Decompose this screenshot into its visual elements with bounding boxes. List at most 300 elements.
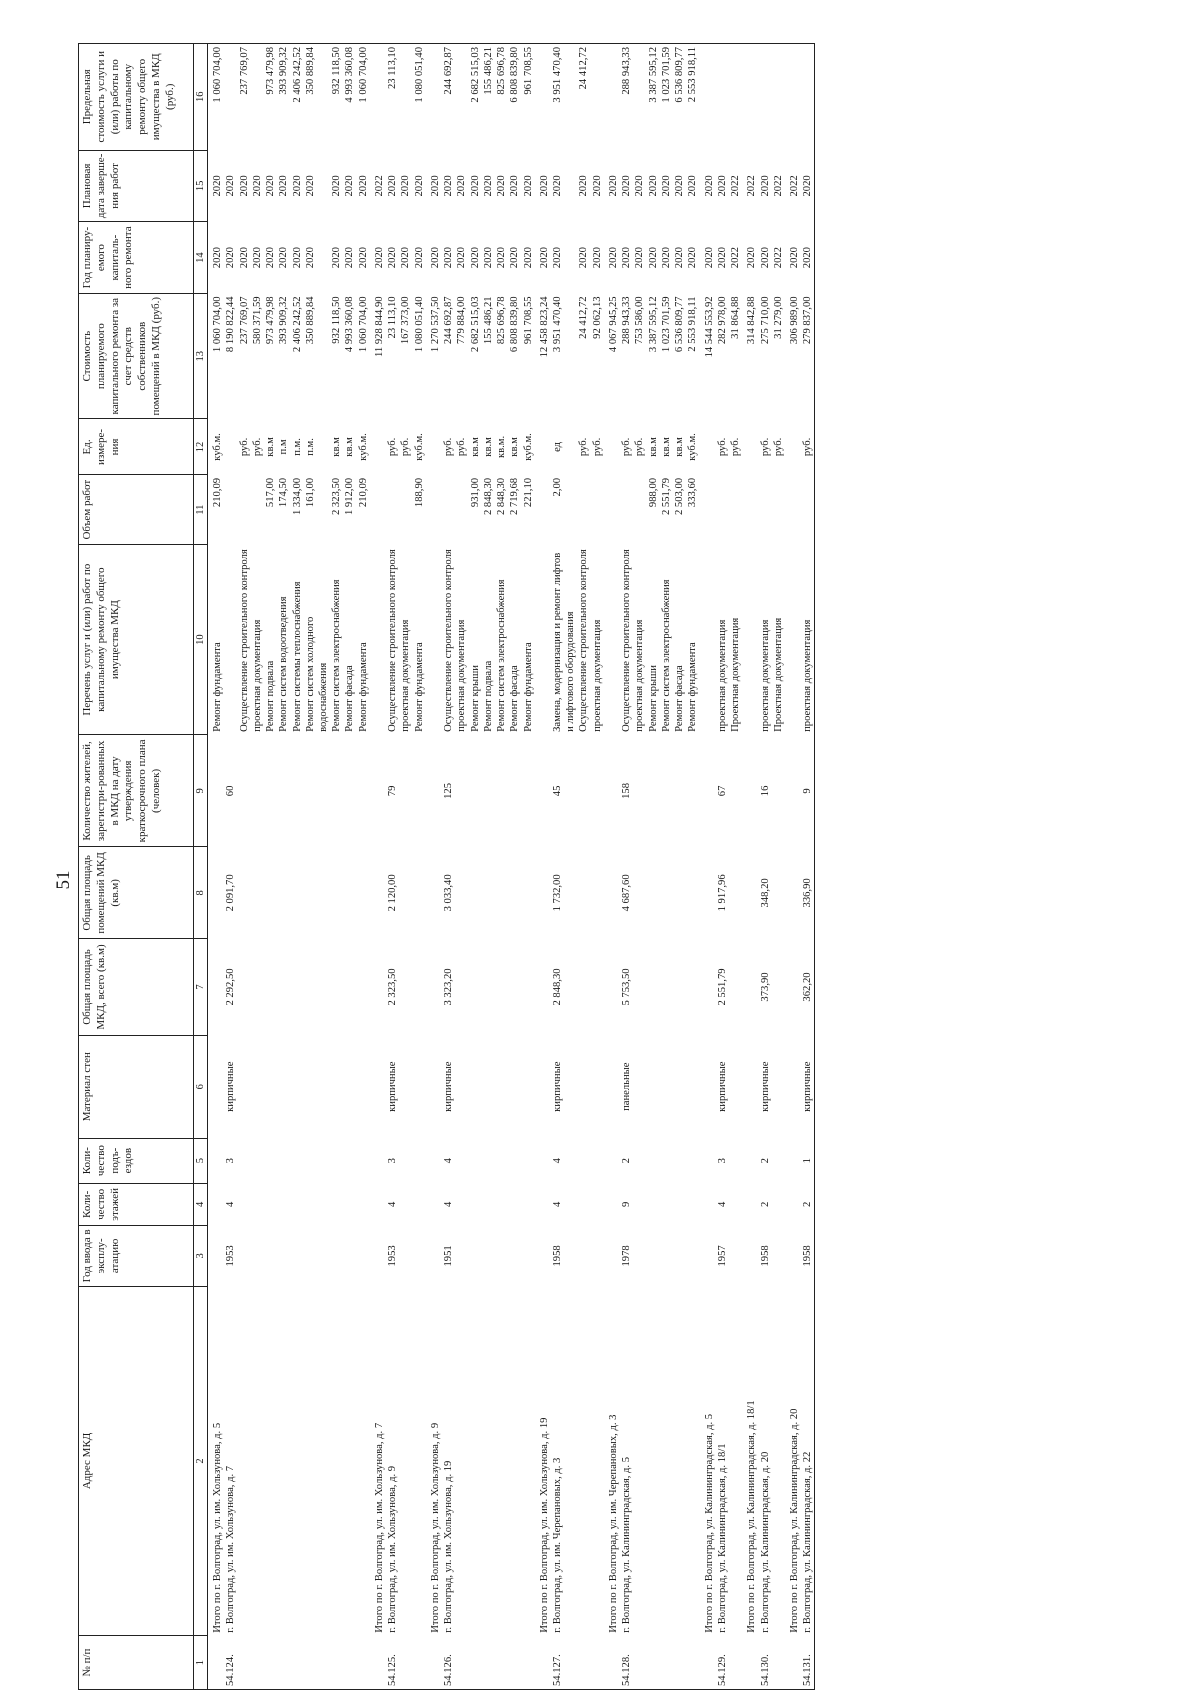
- table-cell: [508, 1286, 521, 1636]
- table-cell: [604, 1138, 620, 1183]
- table-cell: 1 917,96: [716, 874, 728, 912]
- table-cell: [291, 1138, 304, 1183]
- table-cell: 973 479,98: [265, 296, 277, 345]
- table-cell: [772, 475, 785, 544]
- column-number: 2: [194, 1286, 208, 1636]
- table-cell: [455, 1636, 468, 1690]
- table-cell: [455, 1138, 468, 1183]
- table-cell: 2020: [304, 247, 316, 269]
- table-cell: [343, 1035, 356, 1138]
- table-cell: 2020: [238, 247, 250, 269]
- table-cell: [522, 1183, 535, 1226]
- table-cell: 2 848,30: [482, 477, 494, 516]
- column-header: Год планиру-емого капиталь-ного ремонта: [79, 222, 194, 294]
- table-cell: 24 412,72: [578, 296, 590, 339]
- table-cell: [633, 939, 646, 1035]
- table-cell: [399, 475, 412, 544]
- table-cell: [370, 475, 386, 544]
- table-cell: Ремонт фундамента: [522, 642, 534, 732]
- table-cell: [591, 44, 604, 151]
- table-cell: [742, 544, 758, 734]
- table-cell: [330, 1183, 343, 1226]
- table-cell: 2022: [788, 175, 800, 197]
- table-cell: руб.: [772, 437, 784, 457]
- table-cell: [343, 939, 356, 1035]
- table-cell: [343, 1226, 356, 1287]
- table-cell: 161,00: [304, 477, 316, 508]
- table-cell: [208, 939, 225, 1035]
- table-cell: [742, 847, 758, 939]
- table-cell: 6 808 839,80: [509, 296, 521, 353]
- column-number: 1: [194, 1636, 208, 1690]
- table-cell: 3 323,20: [443, 968, 455, 1006]
- table-cell: [647, 1138, 660, 1183]
- table-cell: 2020: [801, 150, 815, 222]
- table-cell: 2022: [730, 175, 742, 197]
- table-cell: 54.127.: [551, 1636, 577, 1690]
- table-cell: [370, 419, 386, 475]
- table-cell: [343, 1286, 356, 1636]
- table-cell: [251, 1226, 264, 1287]
- table-cell: 2020: [344, 175, 356, 197]
- table-cell: 348,20: [759, 878, 771, 908]
- table-cell: [238, 1138, 251, 1183]
- table-cell: [277, 735, 290, 847]
- table-cell: [330, 1636, 343, 1690]
- table-cell: [673, 1636, 686, 1690]
- table-cell: [700, 847, 716, 939]
- table-cell: [577, 735, 590, 847]
- table-cell: [304, 1636, 330, 1690]
- table-cell: [426, 1138, 442, 1183]
- table-cell: 2020: [212, 247, 224, 269]
- table-cell: 2020: [331, 247, 343, 269]
- table-cell: Замена, модернизация и ремонт лифтов и лифтового оборудования: [551, 552, 577, 732]
- table-cell: г. Волгоград, ул. Калининградская, д. 5: [621, 1456, 633, 1633]
- table-cell: проектная документация: [759, 619, 771, 732]
- table-cell: проектная документация: [801, 544, 815, 734]
- table-cell: 2 503,00: [674, 477, 686, 516]
- table-cell: [264, 1226, 277, 1287]
- table-cell: [304, 847, 330, 939]
- table-cell: [399, 44, 412, 151]
- table-cell: [399, 1183, 412, 1226]
- table-cell: 4 993 360,08: [343, 44, 356, 151]
- table-cell: 2020: [591, 247, 603, 269]
- table-cell: [469, 1636, 482, 1690]
- table-cell: [251, 475, 264, 544]
- column-header: Общая площадь помещений МКД (кв.м): [79, 847, 194, 939]
- table-cell: руб.: [387, 437, 399, 457]
- table-cell: [535, 847, 551, 939]
- table-cell: 2020: [251, 175, 263, 197]
- table-cell: [729, 475, 742, 544]
- table-cell: [729, 44, 742, 151]
- table-cell: 11 928 844,90: [373, 296, 385, 357]
- table-cell: 4: [716, 1201, 728, 1207]
- table-cell: [370, 847, 386, 939]
- table-cell: [277, 1035, 290, 1138]
- table-cell: [426, 419, 442, 475]
- table-cell: Осуществление строительного контроля: [578, 549, 590, 732]
- table-cell: 2020: [578, 175, 590, 197]
- column-number: 11: [194, 475, 208, 544]
- table-cell: [277, 1636, 290, 1690]
- column-header: Объем работ: [79, 475, 194, 544]
- table-cell: 9: [621, 1201, 633, 1207]
- table-cell: 2 120,00: [387, 874, 399, 912]
- table-cell: [357, 847, 370, 939]
- table-cell: [291, 735, 304, 847]
- table-cell: руб.: [400, 437, 412, 457]
- table-cell: 2020: [759, 175, 771, 197]
- table-cell: [455, 1183, 468, 1226]
- table-cell: 2020: [788, 247, 800, 269]
- table-cell: [508, 1226, 521, 1287]
- total-row: [700, 44, 716, 1690]
- table-cell: 3 387 595,12: [647, 44, 660, 151]
- table-cell: [264, 1636, 277, 1690]
- table-cell: 125: [443, 782, 455, 799]
- table-cell: [304, 1138, 330, 1183]
- table-cell: [508, 1138, 521, 1183]
- table-cell: 244 692,87: [443, 296, 455, 345]
- table-cell: [508, 847, 521, 939]
- table-cell: [700, 419, 716, 475]
- table-cell: [469, 847, 482, 939]
- table-cell: [238, 847, 251, 939]
- table-cell: 2020: [621, 247, 633, 269]
- table-cell: [660, 1183, 673, 1226]
- table-cell: 2 719,68: [509, 477, 521, 516]
- table-cell: [264, 735, 277, 847]
- table-cell: [673, 735, 686, 847]
- column-number: 4: [194, 1183, 208, 1226]
- table-cell: [673, 939, 686, 1035]
- table-cell: 54.125.: [386, 1636, 399, 1690]
- table-cell: [264, 1138, 277, 1183]
- table-cell: [604, 1636, 620, 1690]
- table-cell: 1 060 704,00: [208, 44, 225, 151]
- table-cell: руб.: [759, 437, 771, 457]
- table-cell: [357, 1183, 370, 1226]
- table-cell: 973 479,98: [264, 44, 277, 151]
- table-cell: 1: [801, 1138, 815, 1183]
- table-cell: 167 373,00: [400, 296, 412, 345]
- table-cell: 580 371,59: [251, 296, 263, 345]
- table-cell: [399, 1636, 412, 1690]
- column-header: Общая площадь МКД, всего (кв.м): [79, 939, 194, 1035]
- table-cell: [495, 847, 508, 939]
- table-cell: [577, 475, 590, 544]
- table-cell: 2020: [591, 175, 603, 197]
- table-cell: [660, 735, 673, 847]
- table-cell: [208, 1035, 225, 1138]
- table-cell: [208, 1636, 225, 1690]
- table-cell: 1 270 537,50: [429, 296, 441, 353]
- table-cell: [700, 475, 716, 544]
- table-cell: [700, 1035, 716, 1138]
- table-cell: [729, 847, 742, 939]
- table-cell: [785, 544, 801, 734]
- table-cell: кв.м: [660, 437, 672, 457]
- table-cell: 2020: [400, 247, 412, 269]
- table-row: [399, 44, 412, 1690]
- table-cell: [633, 1286, 646, 1636]
- table-cell: [208, 735, 225, 847]
- table-cell: руб.: [621, 437, 633, 457]
- column-number: 12: [194, 419, 208, 475]
- table-cell: 1 732,00: [551, 874, 563, 912]
- column-header: Ед. измере-ния: [79, 419, 194, 475]
- column-number: 10: [194, 544, 208, 734]
- table-cell: 2020: [456, 247, 468, 269]
- table-cell: [700, 735, 716, 847]
- table-cell: 6 536 809,77: [674, 296, 686, 353]
- table-cell: 2020: [522, 247, 534, 269]
- table-cell: г. Волгоград, ул. Калининградская, д. 20: [759, 1451, 771, 1633]
- total-row: [742, 44, 758, 1690]
- table-cell: [801, 44, 815, 151]
- table-cell: куб.м.: [357, 433, 369, 461]
- table-cell: 210,09: [357, 477, 369, 508]
- table-cell: [686, 1286, 699, 1636]
- table-cell: [399, 735, 412, 847]
- table-cell: [426, 544, 442, 734]
- table-cell: [426, 1183, 442, 1226]
- table-cell: [357, 1286, 370, 1636]
- column-header: Адрес МКД: [79, 1286, 194, 1636]
- table-row: [469, 44, 482, 1690]
- table-cell: кирпичные: [716, 1061, 728, 1112]
- table-cell: 4: [443, 1158, 455, 1164]
- table-cell: [700, 544, 716, 734]
- table-cell: 373,90: [759, 972, 771, 1002]
- table-cell: [304, 735, 330, 847]
- table-cell: [482, 735, 495, 847]
- table-cell: 2 682 515,03: [469, 296, 481, 353]
- table-cell: [224, 475, 237, 544]
- table-cell: 932 118,50: [330, 44, 343, 151]
- table-cell: 92 062,13: [591, 296, 603, 339]
- table-cell: кирпичные: [225, 1061, 237, 1112]
- table-cell: [482, 939, 495, 1035]
- column-number: 16: [194, 44, 208, 151]
- table-cell: [742, 1183, 758, 1226]
- table-cell: 54.124.: [224, 1636, 237, 1690]
- table-cell: [604, 544, 620, 734]
- table-cell: [700, 1138, 716, 1183]
- table-cell: [238, 475, 251, 544]
- table-cell: [370, 735, 386, 847]
- table-cell: [759, 475, 772, 544]
- repair-plan-table: [78, 43, 815, 1690]
- table-cell: кв.м: [331, 437, 343, 457]
- table-cell: 79: [387, 785, 399, 797]
- table-cell: [370, 544, 386, 734]
- table-cell: 825 696,78: [496, 296, 508, 345]
- table-cell: 221,10: [522, 477, 534, 508]
- table-cell: 2 551,79: [660, 477, 672, 516]
- table-row: [482, 44, 495, 1690]
- table-cell: г. Волгоград, ул. им. Хользунова, д. 9: [387, 1465, 399, 1633]
- table-cell: 174,50: [278, 477, 290, 508]
- table-cell: 210,09: [212, 477, 224, 508]
- table-cell: 2020: [759, 247, 771, 269]
- table-cell: [700, 1636, 716, 1690]
- table-cell: 314 842,88: [746, 296, 758, 345]
- column-number: 9: [194, 735, 208, 847]
- table-cell: [633, 1035, 646, 1138]
- table-cell: 1 080 051,40: [413, 296, 425, 353]
- table-cell: [535, 939, 551, 1035]
- table-cell: Ремонт фундамента: [357, 642, 369, 732]
- table-cell: [251, 1138, 264, 1183]
- table-cell: 2020: [660, 247, 672, 269]
- table-cell: [469, 1035, 482, 1138]
- table-cell: [469, 939, 482, 1035]
- table-cell: 2020: [265, 175, 277, 197]
- table-cell: [238, 735, 251, 847]
- table-cell: [399, 939, 412, 1035]
- table-cell: [577, 1636, 590, 1690]
- table-cell: [785, 475, 801, 544]
- table-cell: 2020: [357, 247, 369, 269]
- table-cell: [742, 419, 758, 475]
- table-cell: [455, 847, 468, 939]
- table-cell: [801, 475, 815, 544]
- table-cell: 2020: [496, 175, 508, 197]
- table-cell: [729, 1636, 742, 1690]
- table-cell: куб.м.: [212, 433, 224, 461]
- table-row: [508, 44, 521, 1690]
- table-cell: [604, 475, 620, 544]
- table-cell: 2020: [634, 247, 646, 269]
- table-cell: 2020: [238, 175, 250, 197]
- table-cell: [673, 1226, 686, 1287]
- table-cell: 67: [716, 785, 728, 797]
- table-cell: 2 553 918,11: [687, 296, 699, 352]
- table-cell: [482, 1636, 495, 1690]
- table-cell: [633, 1138, 646, 1183]
- table-cell: [251, 1035, 264, 1138]
- table-cell: [785, 1035, 801, 1138]
- table-cell: 2 848,30: [551, 968, 563, 1006]
- table-cell: [455, 1035, 468, 1138]
- table-cell: [535, 475, 551, 544]
- table-cell: [330, 1226, 343, 1287]
- table-cell: [455, 1286, 468, 1636]
- table-cell: [686, 735, 699, 847]
- table-cell: 275 710,00: [759, 296, 771, 345]
- table-cell: [686, 1226, 699, 1287]
- table-cell: [633, 475, 646, 544]
- table-cell: [772, 1035, 785, 1138]
- table-cell: 9: [801, 735, 815, 847]
- total-row: [535, 44, 551, 1690]
- table-cell: [522, 847, 535, 939]
- table-cell: [455, 735, 468, 847]
- table-cell: [522, 939, 535, 1035]
- table-cell: [357, 1035, 370, 1138]
- table-cell: [251, 1286, 264, 1636]
- table-cell: 2022: [730, 247, 742, 269]
- table-cell: г. Волгоград, ул. им. Хользунова, д. 19: [443, 1460, 455, 1633]
- table-cell: [251, 1636, 264, 1690]
- table-cell: [291, 1183, 304, 1226]
- table-cell: Ремонт фундамента: [687, 642, 699, 732]
- table-cell: 1958: [759, 1245, 771, 1267]
- table-cell: Итого по г. Волгоград, ул. Калининградская, д. 5: [703, 1413, 715, 1633]
- table-cell: [591, 939, 604, 1035]
- table-cell: 2020: [387, 247, 399, 269]
- table-cell: [785, 1636, 801, 1690]
- table-cell: [591, 1286, 604, 1636]
- table-cell: 2020: [660, 175, 672, 197]
- table-cell: [620, 475, 633, 544]
- column-header: Год ввода в эксплу-атацию: [79, 1226, 194, 1287]
- table-row: [716, 44, 729, 1690]
- table-row: [251, 44, 264, 1690]
- table-cell: [604, 847, 620, 939]
- table-cell: [535, 44, 551, 151]
- table-cell: 2,00: [551, 477, 563, 497]
- table-cell: 2020: [509, 247, 521, 269]
- table-cell: кирпичные: [801, 1035, 815, 1138]
- table-cell: [413, 847, 426, 939]
- table-cell: [455, 475, 468, 544]
- table-cell: [742, 1035, 758, 1138]
- table-cell: [577, 1035, 590, 1138]
- table-row: [413, 44, 426, 1690]
- table-cell: [729, 735, 742, 847]
- table-cell: [482, 1138, 495, 1183]
- table-cell: [495, 939, 508, 1035]
- table-cell: 279 837,00: [801, 293, 815, 418]
- table-cell: 2020: [429, 175, 441, 197]
- table-cell: Осуществление строительного контроля: [387, 549, 399, 732]
- table-cell: [686, 1138, 699, 1183]
- table-cell: 2020: [291, 175, 303, 197]
- table-cell: Ремонт фасада: [674, 665, 686, 732]
- table-cell: [591, 847, 604, 939]
- table-cell: [264, 1035, 277, 1138]
- table-cell: [251, 1183, 264, 1226]
- column-header: Плановая дата заверше-ния работ: [79, 150, 194, 222]
- table-cell: 54.131.: [801, 1636, 815, 1690]
- table-cell: 2020: [716, 175, 728, 197]
- column-header: Предельная стоимость услуги и (или) работы по капитальному ремонту общего имущества в МКД (руб.): [79, 44, 194, 151]
- table-cell: [304, 939, 330, 1035]
- table-cell: 1 060 704,00: [357, 296, 369, 353]
- table-cell: [370, 1035, 386, 1138]
- table-cell: [426, 1035, 442, 1138]
- table-cell: [413, 1286, 426, 1636]
- table-row: [357, 44, 370, 1690]
- table-cell: 4: [551, 1158, 563, 1164]
- table-cell: [522, 1138, 535, 1183]
- table-cell: [785, 735, 801, 847]
- table-cell: 3 033,40: [443, 874, 455, 912]
- table-cell: 1953: [387, 1245, 399, 1267]
- table-cell: [647, 847, 660, 939]
- table-row: [673, 44, 686, 1690]
- table-cell: 2 292,50: [225, 968, 237, 1006]
- column-number: 15: [194, 150, 208, 222]
- table-cell: 14 544 553,92: [703, 296, 715, 358]
- table-cell: 2020: [522, 175, 534, 197]
- table-cell: 24 412,72: [577, 44, 590, 151]
